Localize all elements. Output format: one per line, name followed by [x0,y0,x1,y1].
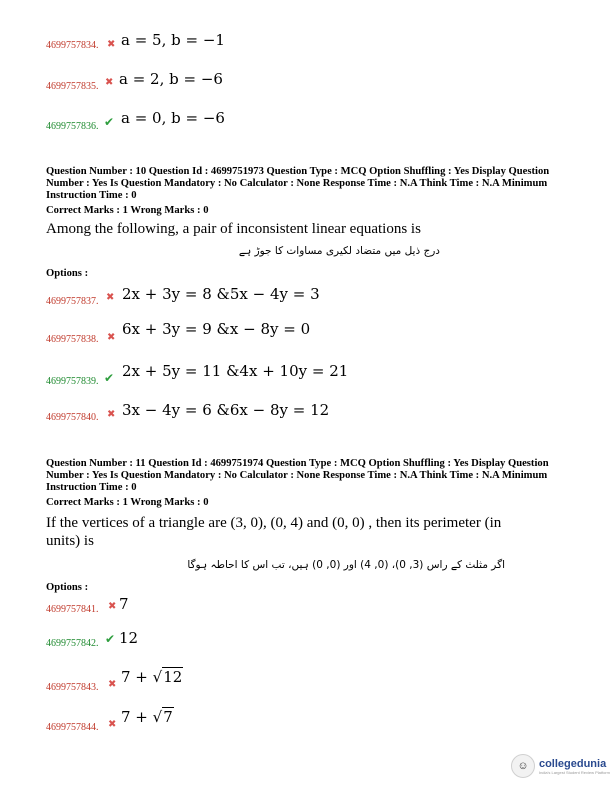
question-meta: Question Number : 10 Question Id : 4699751973 Question Type : MCQ Option Shuffling : Yes Display Question Number : Yes Is Question Mandatory : No Calculator : None Response Time : N.A Think Time : N.A Minimum Instruction Time : 0 [46,166,550,201]
option-text: 6x + 3y = 9 &x − 8y = 0 [122,320,311,338]
question-marks: Correct Marks : 1 Wrong Marks : 0 [46,205,209,216]
wrong-mark-icon: ✖ [106,292,115,303]
option-id: 4699757839. [46,376,99,387]
option-prefix: 7 + [121,668,153,686]
option-id: 4699757838. [46,334,99,345]
option-id: 4699757836. [46,121,99,132]
question-text: Among the following, a pair of inconsistent linear equations is [46,221,421,237]
question-meta: Question Number : 11 Question Id : 4699751974 Question Type : MCQ Option Shuffling : Yes Display Question Number : Yes Is Question Mandatory : No Calculator : None Response Time : N.A Think Time : N.A Minimum Instruction Time : 0 [46,458,549,493]
logo-name: collegedunia [538,757,607,770]
correct-check-icon: ✔ [104,371,115,385]
question-text-urdu: اگر مثلث کے راس (3, 0)، (0, 4) اور (0, 0) ہیں، تب اس کا احاطہ ہوگا [187,559,505,571]
correct-check-icon: ✔ [104,115,115,129]
logo-tagline: India's Largest Student Review Platform [538,769,610,775]
wrong-mark-icon: ✖ [108,719,117,730]
option-text [121,708,174,726]
option-id: 4699757840. [46,412,99,423]
option-text: a = 0, b = −6 [121,109,225,127]
question-text: If the vertices of a triangle are (3, 0), (0, 4) and (0, 0) , then its perimeter (in units) is [46,515,502,549]
option-text: 2x + 5y = 11 &4x + 10y = 21 [122,362,349,380]
collegedunia-logo [511,754,610,778]
option-id: 4699757834. [46,40,99,51]
correct-check-icon: ✔ [105,632,116,646]
question-marks: Correct Marks : 1 Wrong Marks : 0 [46,497,209,508]
option-text [121,668,183,686]
option-id: 4699757842. [46,638,99,649]
option-text: 12 [119,629,139,647]
wrong-mark-icon: ✖ [105,77,114,88]
option-radicand: 7 [163,708,173,726]
option-text: a = 2, b = −6 [119,70,223,88]
mascot-icon: ☺ [511,754,535,778]
option-text: 3x − 4y = 6 &6x − 8y = 12 [122,401,330,419]
option-radicand: 12 [163,668,183,686]
wrong-mark-icon: ✖ [107,39,116,50]
option-id: 4699757841. [46,604,99,615]
option-text: 7 [119,595,129,613]
wrong-mark-icon: ✖ [108,679,117,690]
option-id: 4699757844. [46,722,99,733]
wrong-mark-icon: ✖ [107,332,116,343]
wrong-mark-icon: ✖ [107,409,116,420]
option-id: 4699757835. [46,81,99,92]
option-prefix: 7 + [121,708,153,726]
question-text-urdu: درج ذیل میں متضاد لکیری مساوات کا جوڑ ہے [238,245,440,257]
wrong-mark-icon: ✖ [108,601,117,612]
option-text: 2x + 3y = 8 &5x − 4y = 3 [122,285,320,303]
sqrt-symbol: √ [152,708,163,726]
option-id: 4699757843. [46,682,99,693]
option-id: 4699757837. [46,296,99,307]
sqrt-symbol: √ [152,668,163,686]
option-text: a = 5, b = −1 [121,31,225,49]
options-label: Options : [46,268,89,279]
options-label: Options : [46,582,89,593]
